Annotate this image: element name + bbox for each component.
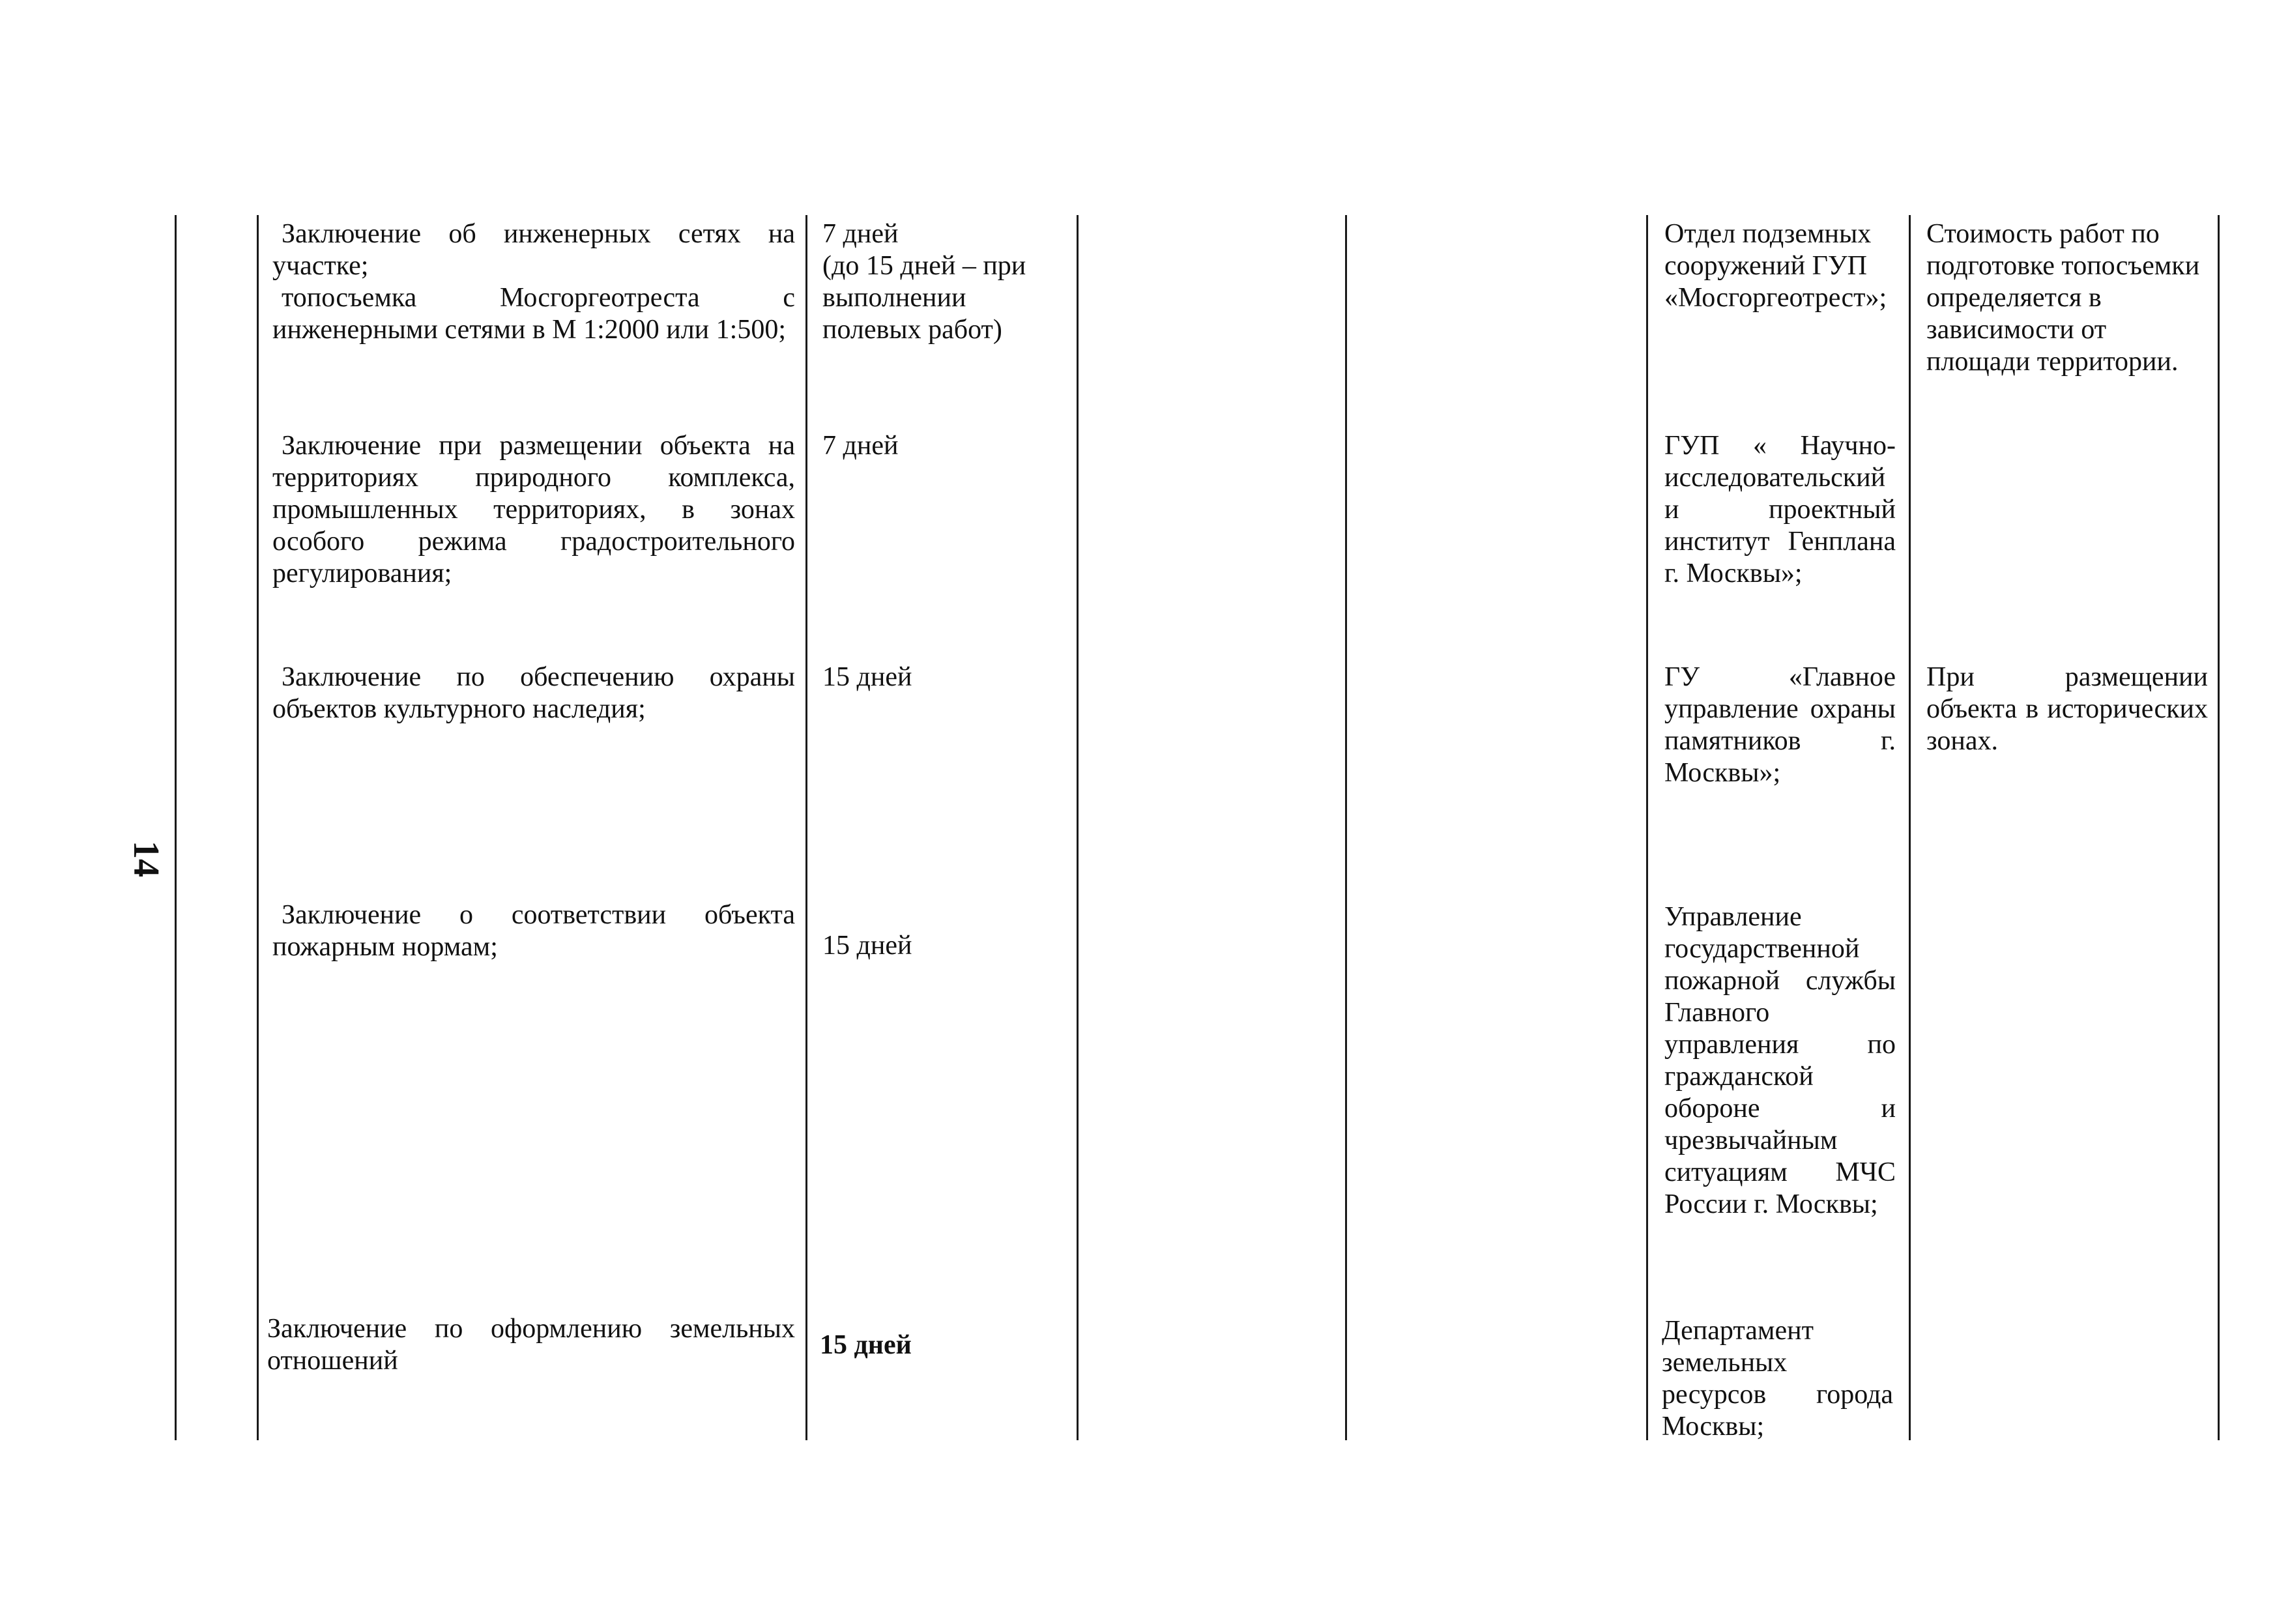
table-cell-term [822,218,1065,346]
document-text: Заключение по оформлению земельных отношений [267,1314,795,1376]
column-divider [1646,215,1648,1440]
issuer-text: Управление государственной пожарной службы Главного управления по гражданской обороне и чрезвычайным ситуациям МЧС России г. Москвы; [1664,902,1896,1219]
table-cell-issuer [1664,661,1896,789]
document-text: Заключение по обеспечению охраны объектов культурного наследия; [272,662,795,724]
table-cell-term [822,661,1065,693]
term-text: 7 дней [822,219,899,249]
table-cell-note [1926,218,2208,378]
issuer-text: ГУ «Главное управление охраны памятников г. Москвы»; [1664,662,1896,788]
table-border-left [175,215,177,1440]
table-cell-document [267,1313,795,1377]
note-text: Стоимость работ по подготовке топосъемки определяется в зависимости от площади территории. [1926,219,2200,377]
document-text: Заключение при размещении объекта на территориях природного комплекса, промышленных территориях, в зонах особого режима градостроительного регулирования; [272,431,795,588]
table-cell-document [272,899,795,963]
table-cell-document [272,661,795,725]
term-text: 15 дней [820,1330,912,1360]
term-extra-text: (до 15 дней – при выполнении полевых работ) [822,251,1026,345]
table-cell-document [272,218,795,346]
column-divider [1909,215,1911,1440]
term-text: 15 дней [822,662,912,692]
table-border-right [2218,215,2220,1440]
table-cell-note [1926,661,2208,757]
document-text: Заключение об инженерных сетях на участке; [272,219,795,281]
table-cell-issuer [1662,1315,1893,1443]
table-cell-document [272,430,795,590]
table-cell-term [822,430,1065,462]
column-divider [805,215,807,1440]
column-divider [257,215,259,1440]
table-cell-issuer [1664,901,1896,1221]
issuer-text: Департамент земельных ресурсов города Москвы; [1662,1316,1893,1442]
issuer-text: Отдел подземных сооружений ГУП «Мосгоргеотрест»; [1664,219,1887,313]
table-cell-term [820,1329,1062,1361]
table-cell-term [822,930,1065,962]
table-cell-issuer [1664,430,1896,590]
table-cell-issuer [1664,218,1896,314]
term-text: 7 дней [822,431,899,461]
page-number: 14 [126,841,166,877]
note-text: При размещении объекта в исторических зонах. [1926,662,2208,756]
column-divider [1077,215,1079,1440]
term-text: 15 дней [822,931,912,961]
document-text: Заключение о соответствии объекта пожарным нормам; [272,900,795,962]
column-divider [1345,215,1347,1440]
issuer-text: ГУП « Научно-исследовательский и проектный институт Генплана г. Москвы»; [1664,431,1896,588]
document-extra-text: топосъемка Мосгоргеотреста с инженерными сетями в М 1:2000 или 1:500; [272,283,795,345]
